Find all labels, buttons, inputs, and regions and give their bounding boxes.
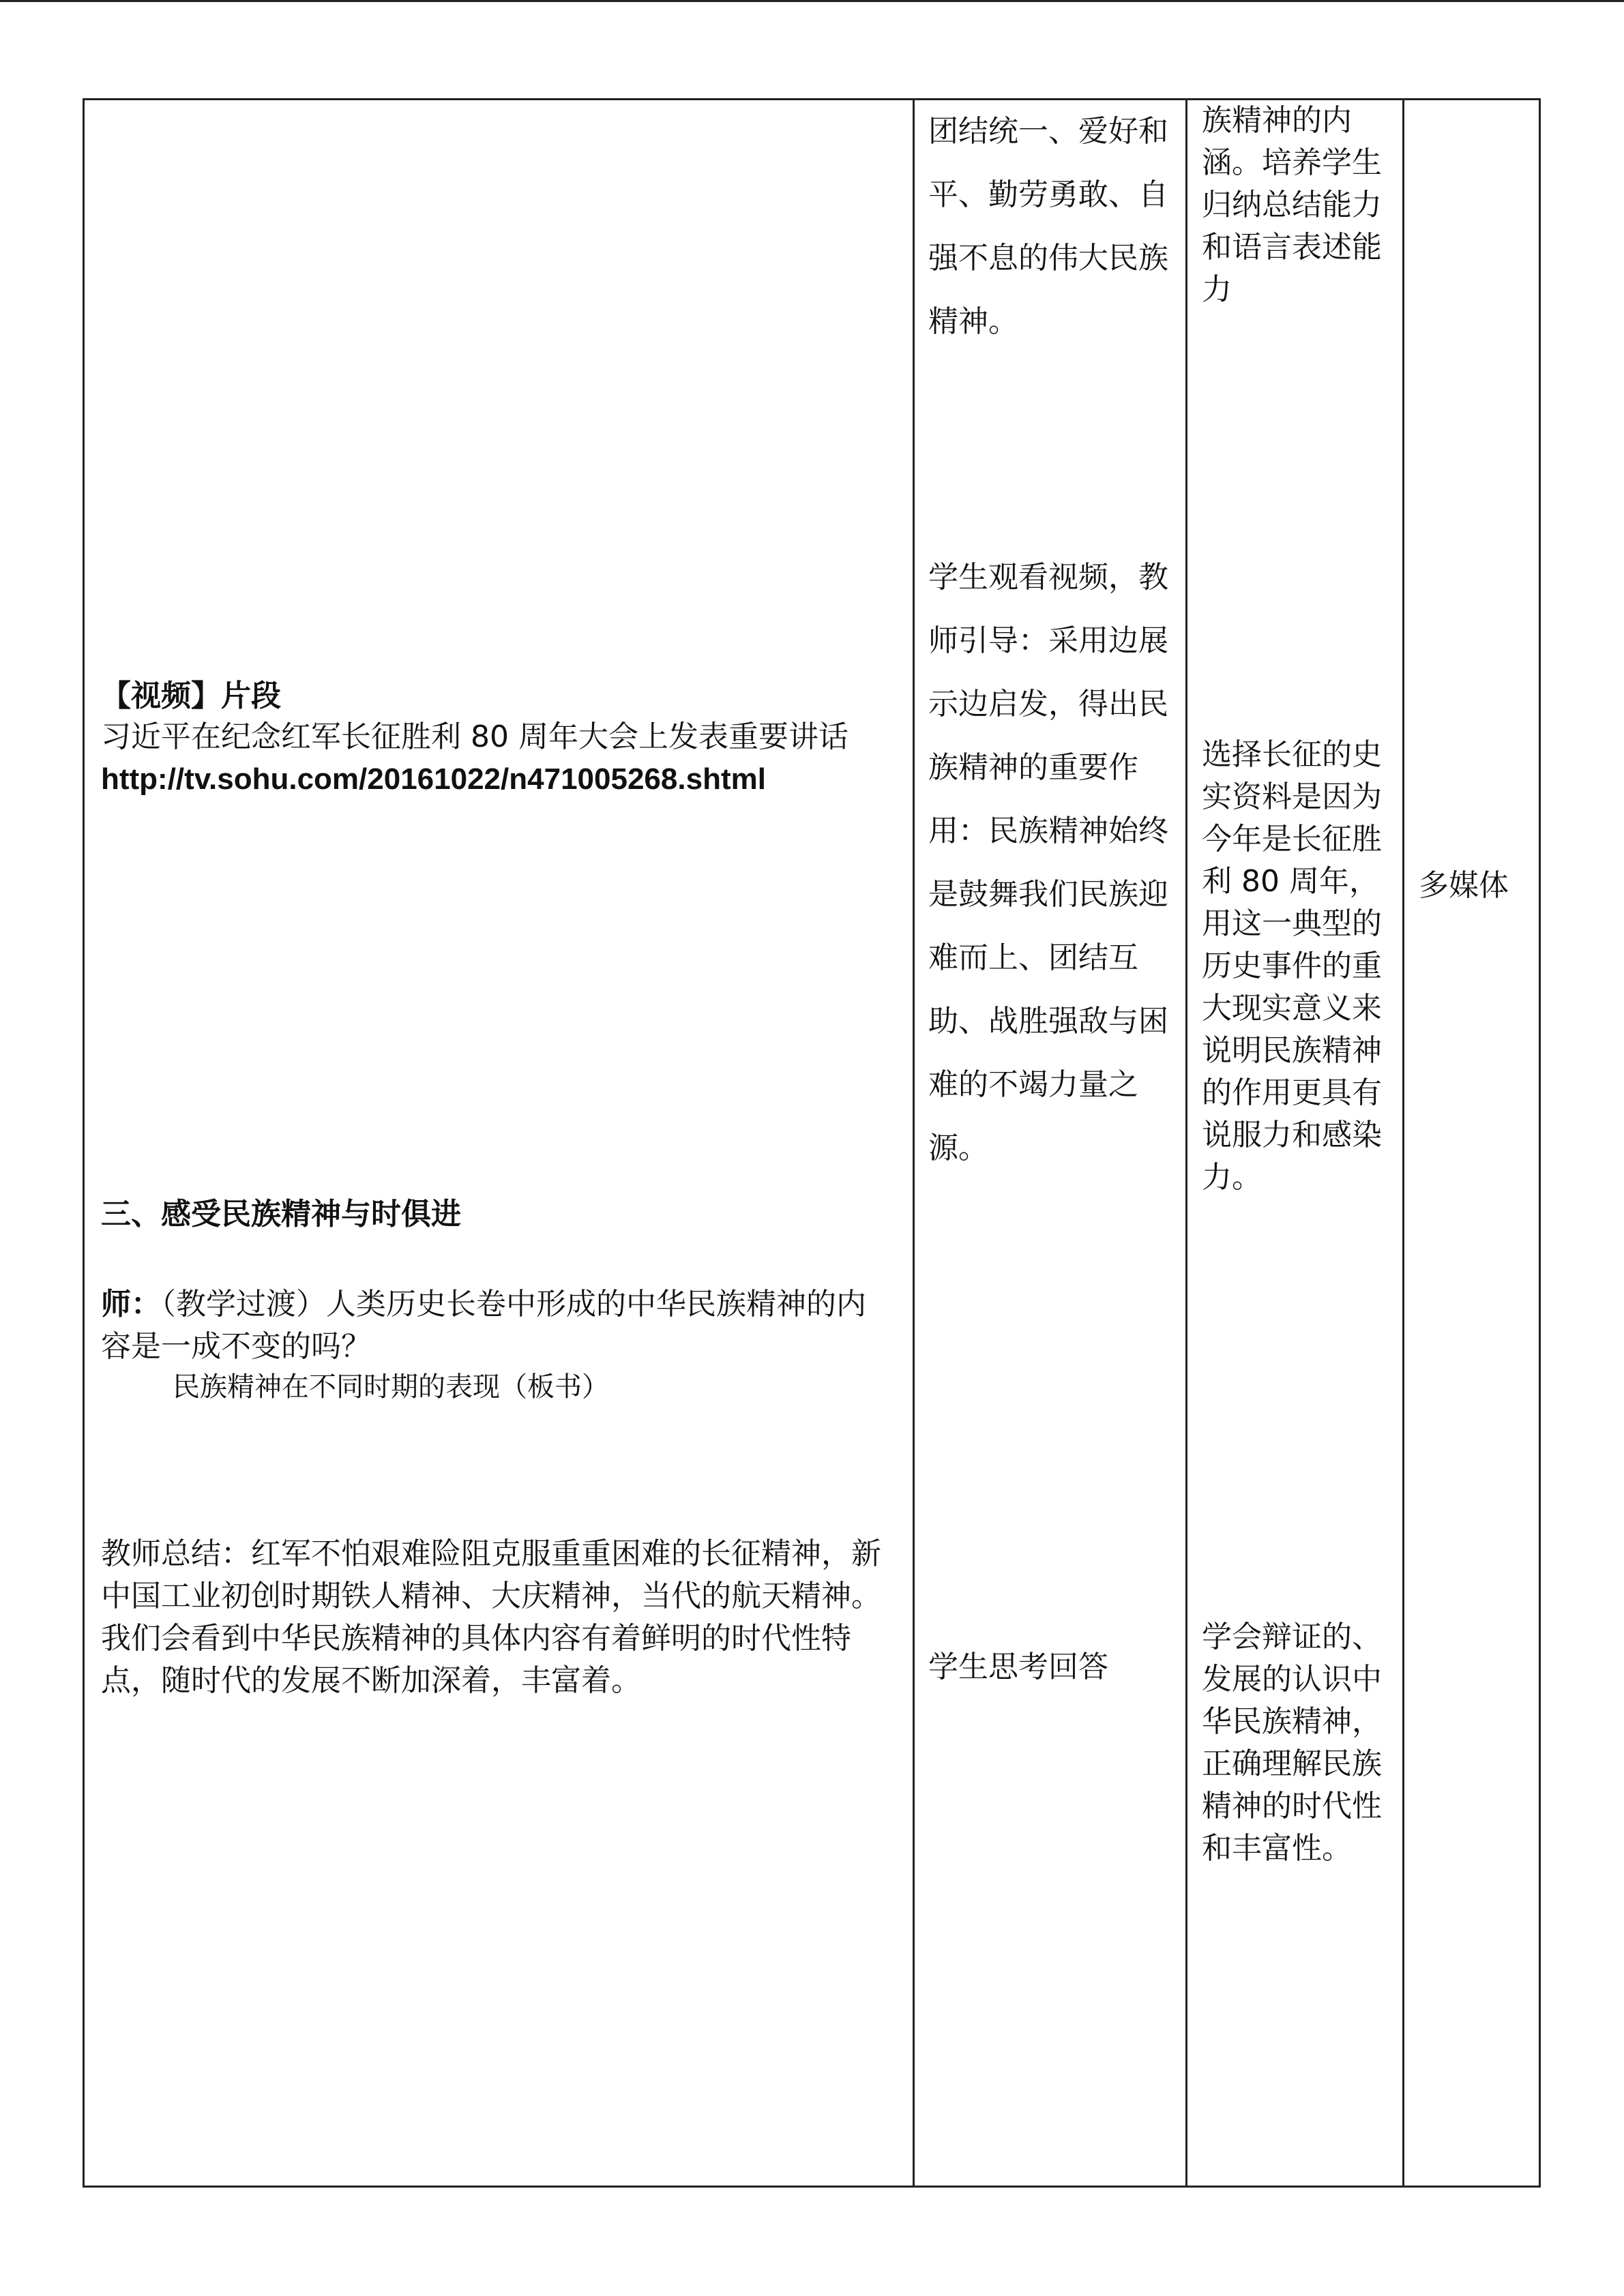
intent-para-2: 选择长征的史实资料是因为今年是长征胜利 80 周年，用这一典型的历史事件的重大现实意义来说明民族精神的作用更具有说服力和感染力。 [1202, 737, 1382, 1195]
activity-para-1: 团结统一、爱好和平、勤劳勇敢、自强不息的伟大民族精神。 [928, 114, 1168, 339]
video-url: http://tv.sohu.com/20161022/n471005268.shtml [101, 762, 766, 796]
table-row [84, 100, 1540, 2187]
teacher-summary: 教师总结：红军不怕艰难险阻克服重重困难的长征精神，新中国工业初创时期铁人精神、大庆精神，当代的航天精神。我们会看到中华民族精神的具体内容有着鲜明的时代性特点，随时代的发展不断加深着，丰富着。 [101, 1536, 881, 1698]
video-label: 【视频】片段 [101, 679, 281, 713]
section-heading: 三、感受民族精神与时俱进 [101, 1197, 461, 1232]
teacher-question [101, 1283, 892, 1368]
activity-para-3: 学生思考回答 [928, 1650, 1108, 1684]
lesson-plan-table [83, 98, 1541, 2188]
intent-para-3: 学会辩证的、发展的认识中华民族精神，正确理解民族精神的时代性和丰富性。 [1202, 1620, 1382, 1866]
video-description [101, 716, 892, 801]
media-label: 多媒体 [1419, 868, 1509, 903]
activity-cell [914, 100, 1187, 2187]
activity-para-2: 学生观看视频，教师引导：采用边展示边启发，得出民族精神的重要作用：民族精神始终是鼓舞我们民族迎难而上、团结互助、战胜强敌与困难的不竭力量之源。 [928, 560, 1168, 1165]
page-top-border [0, 0, 1624, 2]
teacher-label: 师： [101, 1287, 161, 1322]
board-note: 民族精神在不同时期的表现（板书） [173, 1371, 609, 1403]
video-desc-text: 习近平在纪念红军长征胜利 80 周年大会上发表重要讲话 [101, 719, 848, 754]
intent-para-1: 族精神的内涵。培养学生归纳总结能力和语言表述能力 [1202, 103, 1382, 307]
media-cell [1404, 100, 1540, 2187]
teaching-content-cell [84, 100, 914, 2187]
teacher-question-text: （教学过渡）人类历史长卷中形成的中华民族精神的内容是一成不变的吗？ [101, 1287, 866, 1364]
design-intent-cell [1187, 100, 1404, 2187]
